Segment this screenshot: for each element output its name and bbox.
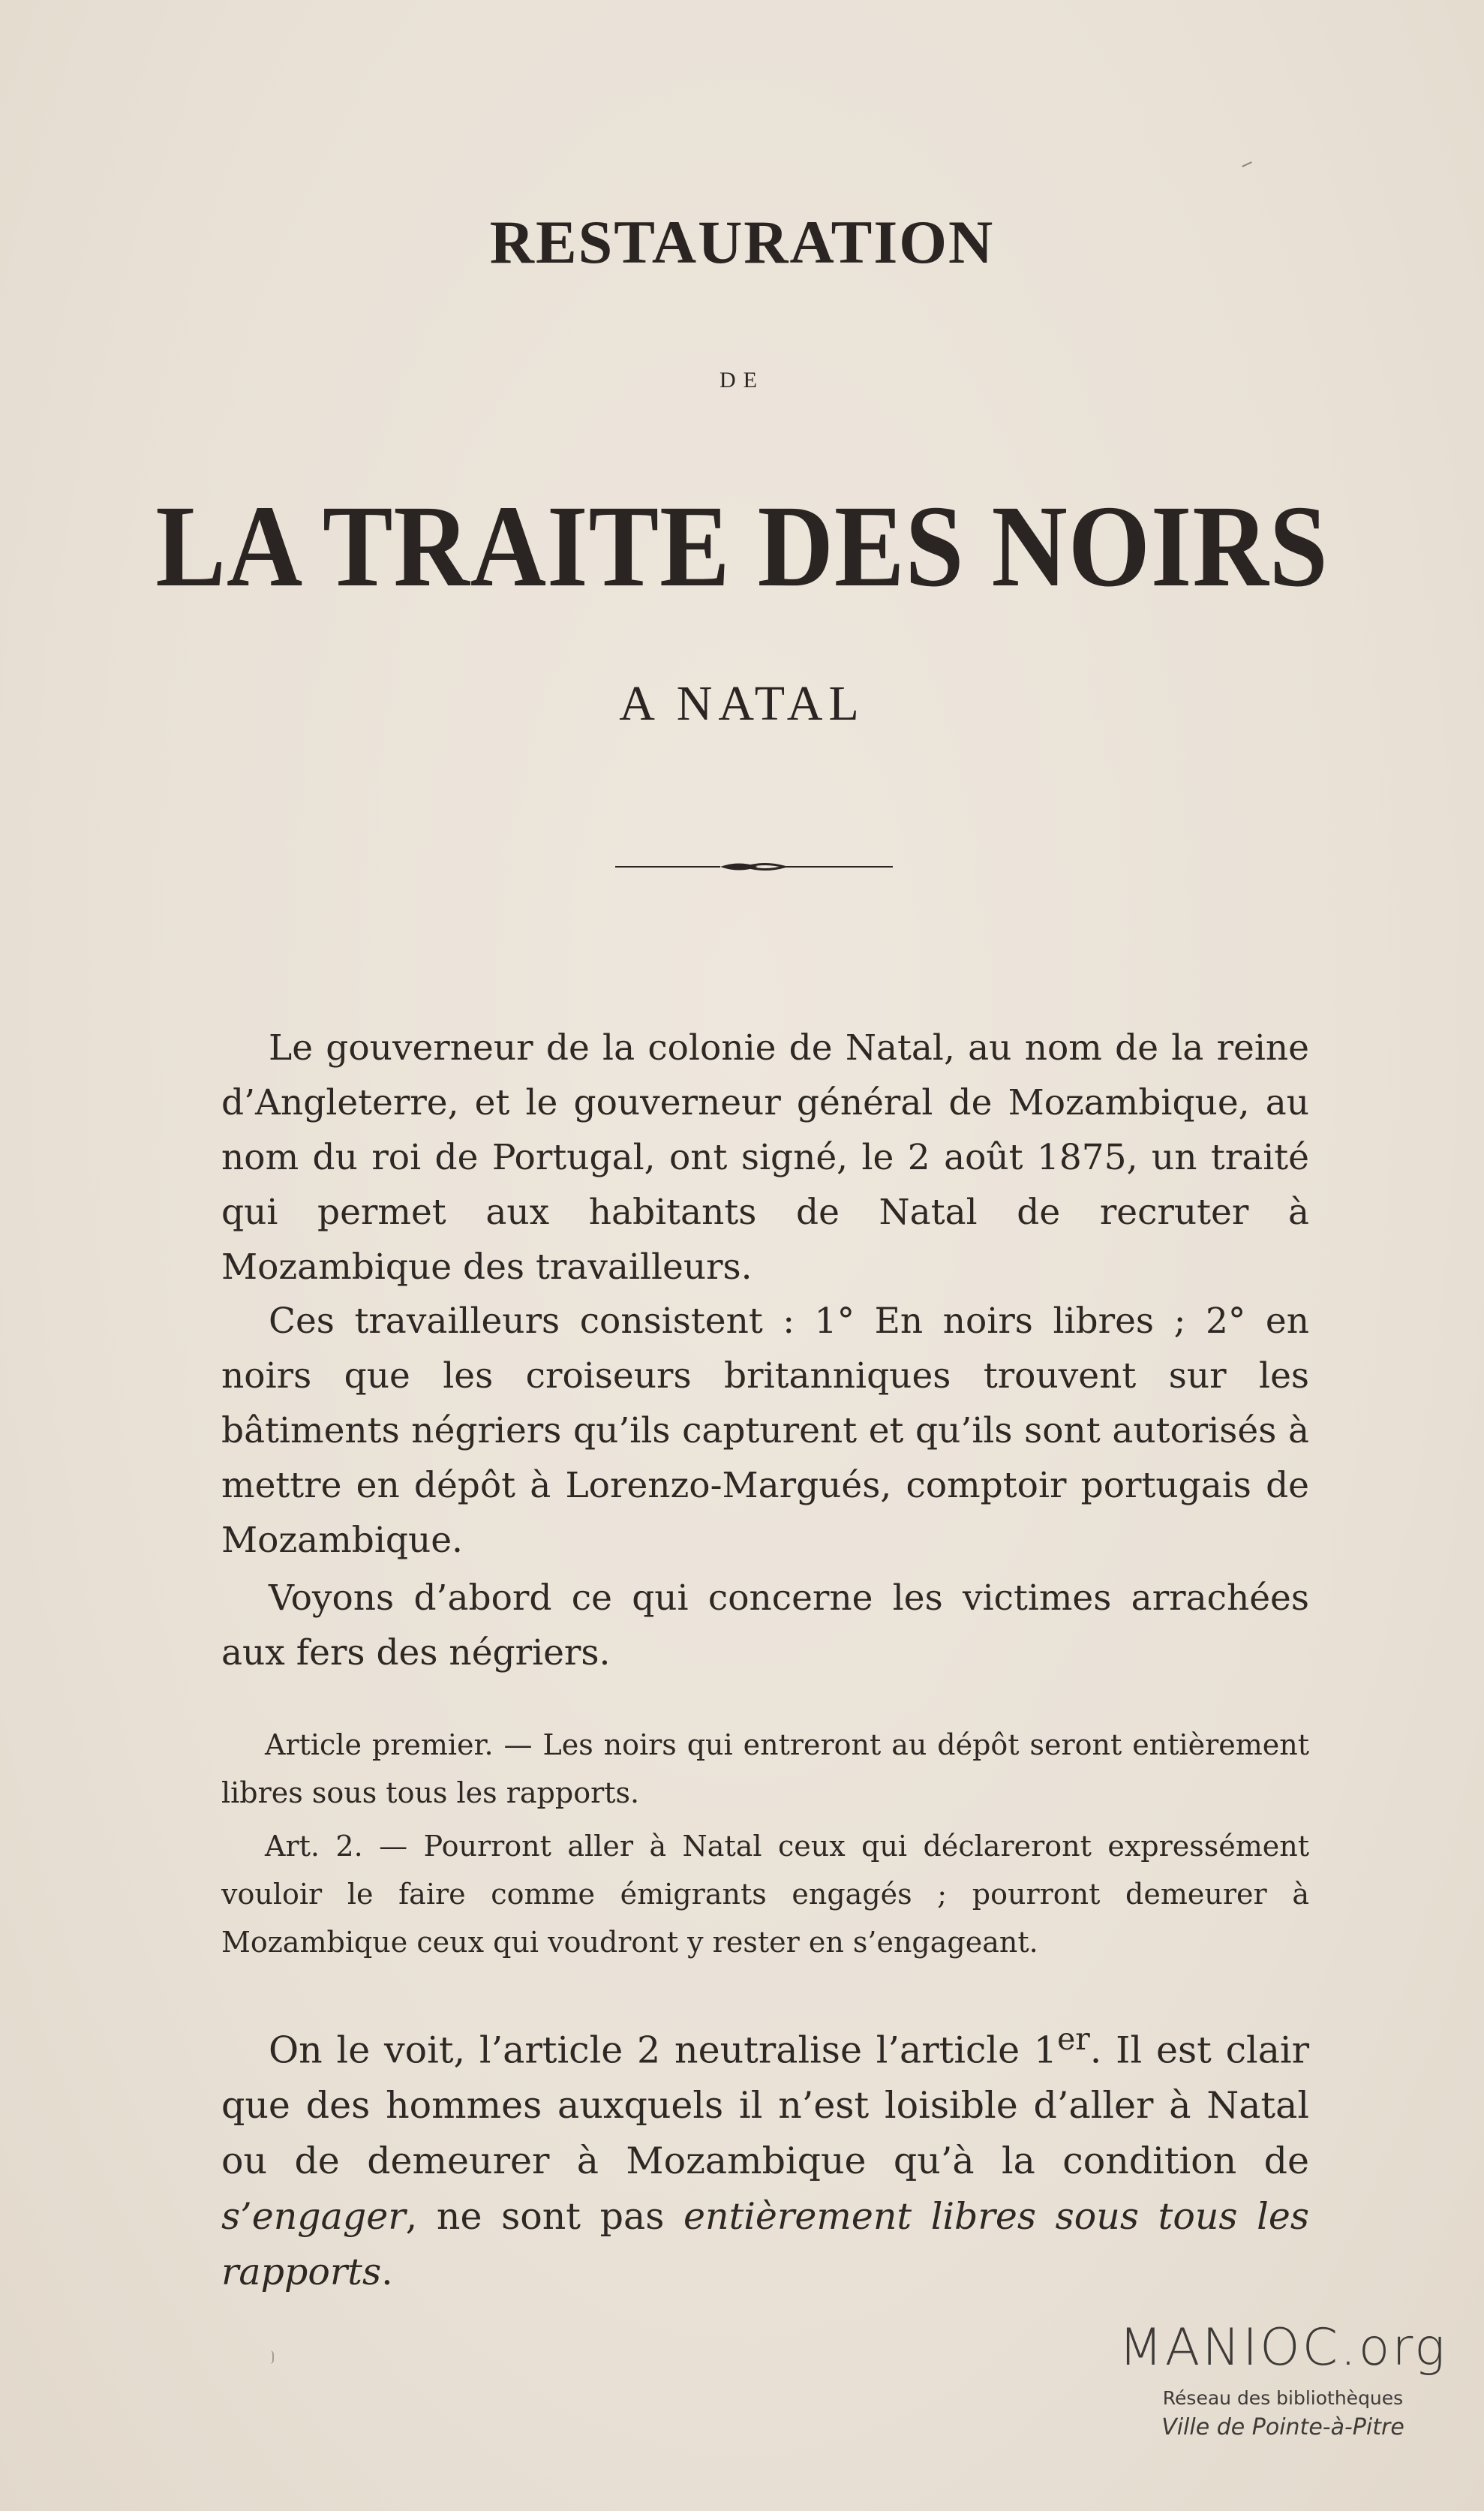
- paragraph-1: Le gouverneur de la colonie de Natal, au nom de la reine d’Angleterre, et le gouverneur général de Mozambique, au nom du roi de Portugal, ont signé, le 2 août 1875, un traité qui permet aux habitants de Natal de recruter à Mozambique des travailleurs.: [221, 1027, 1309, 1288]
- title-restauration: RESTAURATION: [489, 208, 995, 276]
- title-main: LA TRAITE DES NOIRS: [155, 481, 1329, 611]
- paragraph-4: [221, 2011, 1309, 2300]
- paragraph-2: Ces travailleurs consistent : 1° En noirs libres ; 2° en noirs que les croiseurs britanniques trouvent sur les bâtiments négriers qu’ils capturent et qu’ils sont autorisés à mettre en dépôt à Lorenzo-Margués, comptoir portugais de Mozambique.: [221, 1301, 1309, 1561]
- title-de: DE: [719, 368, 765, 392]
- pencil-mark: [1242, 161, 1252, 167]
- paragraph-3: Voyons d’abord ce qui concerne les victimes arrachées aux fers des négriers.: [221, 1577, 1309, 1673]
- article-1: Article premier. — Les noirs qui entreront au dépôt seront entièrement libres sous tous les rapports.: [221, 1728, 1309, 1809]
- manioc-logo: MANIOC.org: [1119, 2318, 1447, 2377]
- paragraph-4-part-4: .: [381, 2251, 393, 2294]
- ornament-divider: [615, 856, 893, 878]
- paragraph-4-italic-2: entièrement libres sous tous les rapports: [221, 2195, 1309, 2294]
- paragraph-4-italic-1: s’engager: [221, 2195, 406, 2239]
- superscript-er: er: [1057, 2021, 1090, 2057]
- manioc-watermark: [1110, 2318, 1455, 2441]
- margin-mark: [270, 2350, 274, 2364]
- title-subtitle: A NATAL: [619, 676, 865, 731]
- paragraph-4-part-2: . Il est clair que des hommes auxquels il n’est loisible d’aller à Natal ou de demeurer à Mozambique qu’à la condition de: [221, 2028, 1310, 2183]
- article-2: Art. 2. — Pourront aller à Natal ceux qui déclareront expressément vouloir le faire comme émigrants engagés ; pourront demeurer à Mozambique ceux qui voudront y rester en s’engageant.: [221, 1830, 1309, 1959]
- paragraph-4-part-1: On le voit, l’article 2 neutralise l’article 1: [269, 2028, 1058, 2072]
- watermark-network: Réseau des bibliothèques: [1162, 2387, 1404, 2409]
- watermark-city: Ville de Pointe-à-Pitre: [1161, 2414, 1404, 2440]
- paragraph-4-part-3: , ne sont pas: [405, 2195, 684, 2239]
